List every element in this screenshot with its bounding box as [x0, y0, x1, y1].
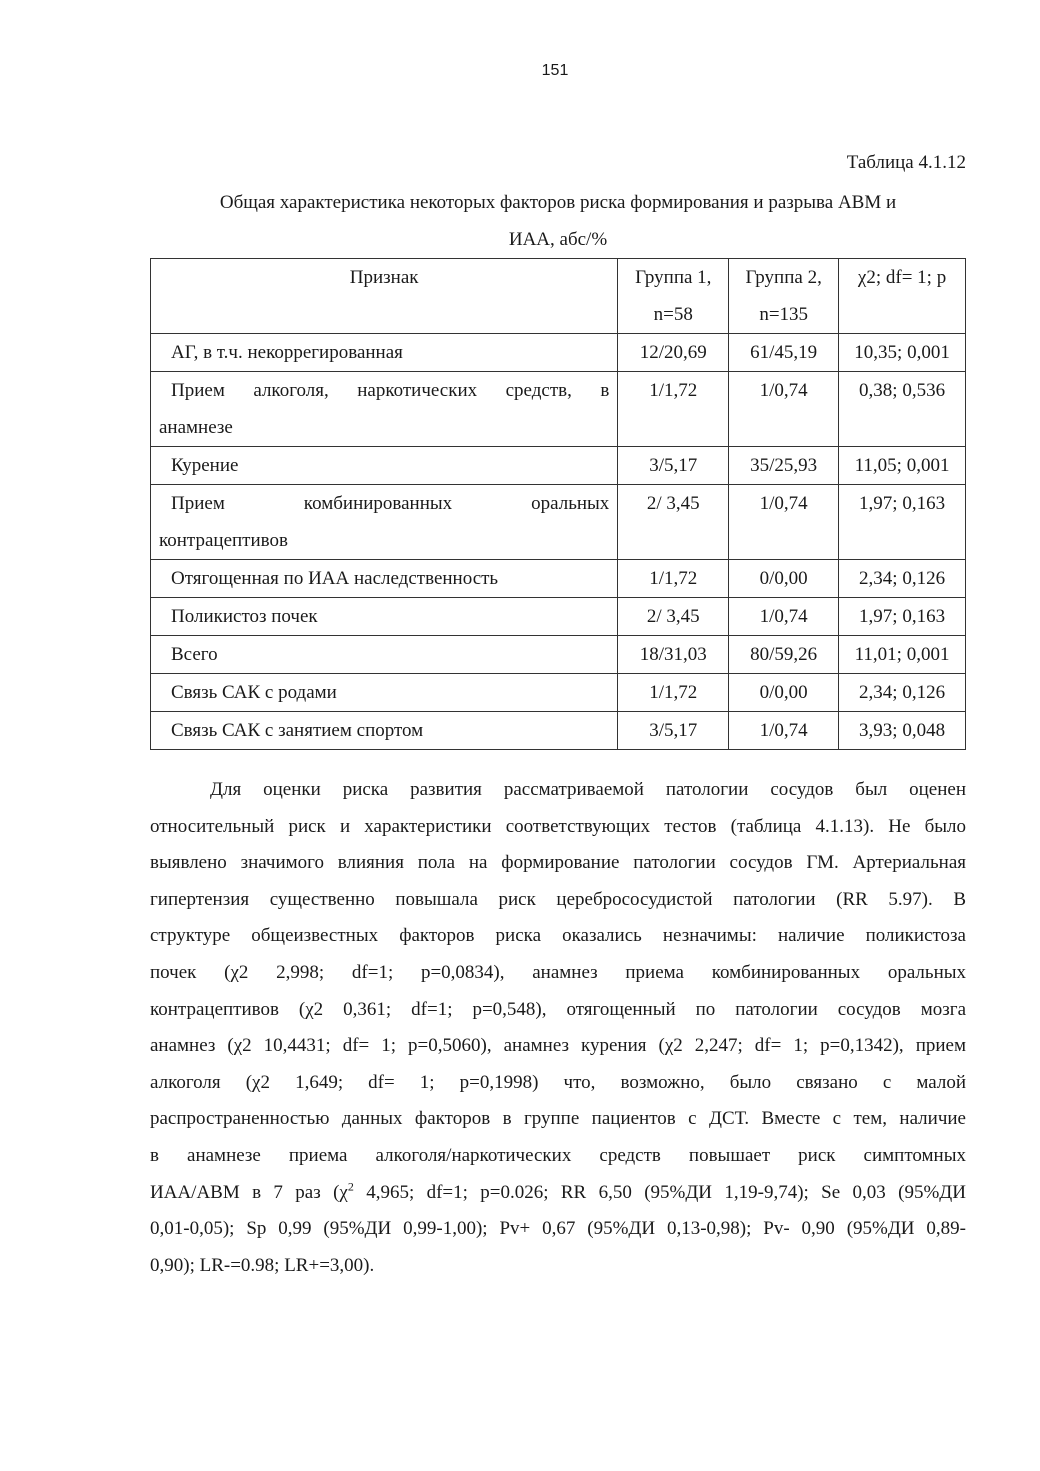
- paragraph-line: 0,90); LR-=0.98; LR+=3,00).: [150, 1254, 375, 1276]
- paragraph-line: контрацептивов (χ2 0,361; df=1; p=0,548), отягощенный по патологии сосудов мозга: [150, 998, 966, 1020]
- header-group1: [618, 259, 729, 334]
- row-group2: 1/0,74: [729, 485, 839, 560]
- paragraph-line: распространенностью данных факторов в группе пациентов с ДСТ. Вместе с тем, наличие: [150, 1108, 966, 1130]
- paragraph-line: структуре общеизвестных факторов риска оказались незначимы: наличие поликистоза: [150, 925, 966, 947]
- paragraph-line: почек (χ2 2,998; df=1; p=0,0834), анамнез приема комбинированных оральных: [150, 961, 966, 983]
- row-feature: Прием алкоголя, наркотических средств, в анамнезе: [151, 372, 618, 447]
- row-group2: 35/25,93: [729, 447, 839, 485]
- row-chi: 1,97; 0,163: [839, 485, 966, 560]
- row-group2: 0/0,00: [729, 560, 839, 598]
- row-chi: 11,01; 0,001: [839, 636, 966, 674]
- table-row: [151, 598, 966, 636]
- table-row: [151, 485, 966, 560]
- header-group1-line1: Группа 1,: [635, 267, 712, 288]
- table-row: [151, 372, 966, 447]
- paragraph-line: гипертензия существенно повышала риск цереброcосудистой патологии (RR 5.97). В: [150, 888, 966, 910]
- header-feature: Признак: [151, 259, 618, 334]
- row-group1: 1/1,72: [618, 372, 729, 447]
- caption-line-1: Общая характеристика некоторых факторов риска формирования и разрыва АВМ и: [219, 192, 897, 213]
- table-row: [151, 560, 966, 598]
- table-row: [151, 447, 966, 485]
- row-chi: 1,97; 0,163: [839, 598, 966, 636]
- row-group1: 2/ 3,45: [618, 485, 729, 560]
- row-group1: 18/31,03: [618, 636, 729, 674]
- paragraph-line: выявлено значимого влияния пола на формирование патологии сосудов ГМ. Артериальная: [150, 852, 966, 874]
- risk-factors-table: [150, 258, 966, 750]
- row-feature: Отягощенная по ИАА наследственность: [151, 560, 618, 598]
- table-row: [151, 674, 966, 712]
- table-label: Таблица 4.1.12: [846, 152, 966, 173]
- row-group1: 2/ 3,45: [618, 598, 729, 636]
- row-group2: 80/59,26: [729, 636, 839, 674]
- table-row: [151, 334, 966, 372]
- row-chi: 0,38; 0,536: [839, 372, 966, 447]
- header-chi: χ2; df= 1; р: [839, 259, 966, 334]
- row-group2: 61/45,19: [729, 334, 839, 372]
- superscript-2: 2: [347, 1179, 354, 1194]
- row-feature: Связь САК с родами: [151, 674, 618, 712]
- row-feature: Всего: [151, 636, 618, 674]
- row-group1: 1/1,72: [618, 674, 729, 712]
- table-header-row: [151, 259, 966, 334]
- row-group1: 12/20,69: [618, 334, 729, 372]
- row-group1: 3/5,17: [618, 712, 729, 750]
- paragraph-line: в анамнезе приема алкоголя/наркотических средств повышает риск симптомных: [150, 1144, 966, 1166]
- paragraph-line-with-superscript: ИАА/АВМ в 7 раз ($\chi^2$ 4,965; df=1; p=0.026; RR 6,50 (95%ДИ 1,19-9,74); Se 0,03 (95%ДИ: [150, 1179, 966, 1203]
- row-group2: 1/0,74: [729, 372, 839, 447]
- table-caption: [150, 184, 966, 258]
- row-chi: 2,34; 0,126: [839, 674, 966, 712]
- row-chi: 10,35; 0,001: [839, 334, 966, 372]
- paragraph-line: Для оценки риска развития рассматриваемой патологии сосудов был оценен: [210, 779, 966, 800]
- paragraph-line: анамнез (χ2 10,4431; df= 1; p=0,5060), анамнез курения (χ2 2,247; df= 1; p=0,1342), прием: [150, 1035, 966, 1057]
- paragraph-line: относительный риск и характеристики соответствующих тестов (таблица 4.1.13). Не было: [150, 815, 966, 837]
- paragraph-line: 0,01-0,05); Sp 0,99 (95%ДИ 0,99-1,00); Pv+ 0,67 (95%ДИ 0,13-0,98); Pv- 0,90 (95%ДИ 0,89-: [150, 1218, 966, 1240]
- table-row: [151, 712, 966, 750]
- row-group2: 1/0,74: [729, 598, 839, 636]
- row-chi: 3,93; 0,048: [839, 712, 966, 750]
- row-group1: 1/1,72: [618, 560, 729, 598]
- row-feature: Курение: [151, 447, 618, 485]
- row-feature: Связь САК с занятием спортом: [151, 712, 618, 750]
- page-number: 151: [541, 62, 569, 79]
- table-row: [151, 636, 966, 674]
- row-feature: Поликистоз почек: [151, 598, 618, 636]
- body-paragraph: [150, 772, 966, 1284]
- row-chi: 2,34; 0,126: [839, 560, 966, 598]
- caption-line-2: ИАА, абс/%: [508, 229, 608, 250]
- row-group2: 0/0,00: [729, 674, 839, 712]
- header-group1-line2: n=58: [653, 304, 693, 325]
- header-group2: [729, 259, 839, 334]
- row-feature: Прием комбинированных оральных контрацептивов: [151, 485, 618, 560]
- header-group2-line2: n=135: [759, 304, 809, 325]
- row-chi: 11,05; 0,001: [839, 447, 966, 485]
- row-group2: 1/0,74: [729, 712, 839, 750]
- paragraph-line: алкоголя (χ2 1,649; df= 1; p=0,1998) что, возможно, было связано с малой: [150, 1071, 966, 1093]
- row-feature: АГ, в т.ч. некоррегированная: [151, 334, 618, 372]
- header-group2-line1: Группа 2,: [745, 267, 822, 288]
- row-group1: 3/5,17: [618, 447, 729, 485]
